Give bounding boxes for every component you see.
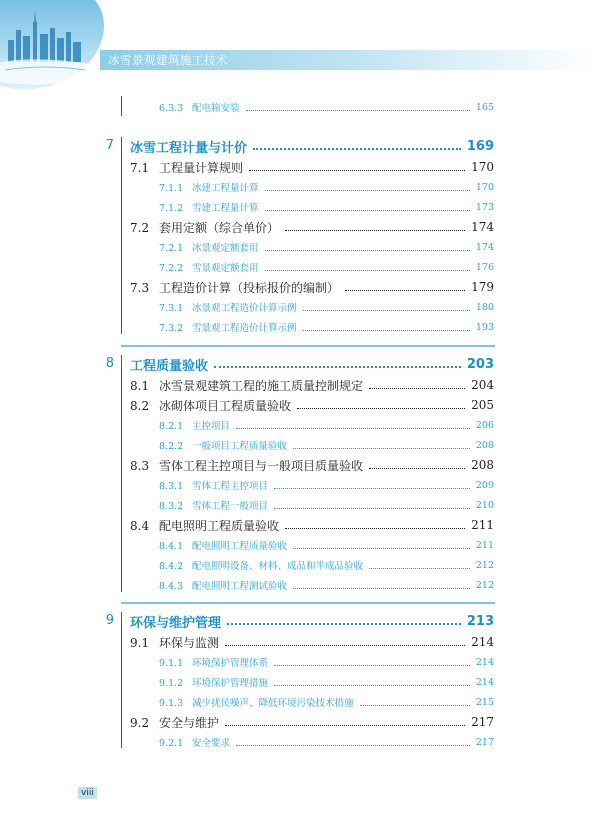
dot-leader [214, 366, 461, 368]
toc-entry-title [130, 714, 219, 731]
toc-subsection[interactable] [130, 653, 494, 671]
toc-entry-text: 环保与维护管理 [130, 615, 222, 631]
dot-leader [293, 588, 470, 589]
toc-entry-page: 174 [471, 220, 494, 234]
toc-subsection[interactable] [130, 298, 494, 316]
toc-entry-number: 8.3.2 [159, 501, 184, 512]
toc-subsection[interactable] [130, 536, 494, 554]
dot-leader [285, 528, 465, 529]
dot-leader [274, 665, 470, 666]
toc-entry-title [130, 260, 259, 274]
dot-leader [265, 270, 470, 271]
toc-chapter[interactable] [130, 612, 494, 630]
toc-entry-number: 6.3.3 [159, 103, 184, 114]
toc-entry-text: 雪体工程一般项目 [192, 501, 269, 512]
dot-leader [236, 428, 470, 429]
toc-entry-title [130, 612, 221, 631]
toc-entry-text: 配电照明工程测试验收 [192, 581, 288, 592]
toc-entry-title [130, 180, 259, 194]
chapter-rule [121, 355, 122, 592]
toc-entry-number: 7.1.2 [159, 203, 184, 214]
toc-entry-page: 174 [475, 241, 494, 253]
toc-subsection[interactable] [130, 496, 494, 514]
toc-entry-text: 冰砌体项目工程质量验收 [159, 398, 292, 413]
toc-entry-title [130, 159, 243, 176]
chapter-number: 7 [105, 138, 114, 153]
toc-entry-number: 9.1.1 [159, 658, 184, 669]
dot-leader [369, 468, 465, 469]
toc-entry-title [130, 377, 363, 394]
toc-entry-page: 217 [475, 736, 494, 748]
toc-subsection[interactable] [130, 693, 494, 711]
toc-entry-number: 7.2.1 [159, 243, 184, 254]
toc-subsection[interactable] [130, 476, 494, 494]
toc-entry-page: 214 [475, 656, 494, 668]
toc-entry-page: 209 [475, 479, 494, 491]
toc-entry-number: 7.3.1 [159, 303, 184, 314]
toc-entry-number: 7.1 [130, 160, 150, 175]
toc-entry-title [130, 300, 297, 314]
toc-entry-text: 一般项目工程质量验收 [192, 441, 288, 452]
toc-section[interactable] [130, 376, 494, 394]
toc-entry-page: 173 [475, 201, 494, 213]
toc-entry-title [130, 240, 259, 254]
toc-entry-page: 213 [466, 613, 494, 629]
toc-entry-text: 安全与维护 [159, 715, 220, 730]
toc-entry-text: 配电箱安装 [192, 103, 240, 114]
toc-subsection[interactable] [130, 258, 494, 276]
toc-subsection[interactable] [130, 318, 494, 336]
toc-entry-title [130, 397, 291, 414]
city-skyline-illustration [0, 0, 130, 90]
toc-entry-text: 工程造价计算（投标报价的编制） [159, 280, 340, 295]
dot-leader [265, 210, 470, 211]
toc-entry-number: 8.2.2 [159, 441, 184, 452]
toc-entry-text: 环保与监测 [159, 635, 220, 650]
toc-entry-title [130, 634, 219, 651]
toc-chapter[interactable] [130, 355, 494, 373]
chapter-separator [121, 345, 495, 347]
toc-entry-title [130, 695, 354, 709]
toc-entry-text: 安全要求 [192, 738, 231, 749]
toc-section[interactable] [130, 633, 494, 651]
toc-entry-page: 208 [471, 458, 494, 472]
toc-entry-page: 215 [475, 696, 494, 708]
chapter-rule [121, 137, 122, 334]
toc-entry-title [130, 578, 287, 592]
toc-entry-number: 9.2.1 [159, 738, 184, 749]
dot-leader [360, 705, 470, 706]
book-title: 冰雪景观建筑施工技术 [108, 53, 228, 67]
toc-entry-page: 203 [466, 356, 494, 372]
toc-entry-number: 7.2 [130, 220, 150, 235]
toc-entry-page: 211 [475, 539, 494, 551]
toc-entry-page: 204 [471, 378, 494, 392]
toc-entry-title [130, 355, 208, 374]
toc-entry-number: 7.1.1 [159, 183, 184, 194]
toc-entry-page: 211 [471, 518, 494, 532]
toc-entry-page: 212 [475, 559, 494, 571]
toc-entry-title [130, 418, 230, 432]
toc-entry-page: 170 [475, 181, 494, 193]
toc-entry-text: 主控项目 [192, 421, 231, 432]
dot-leader [274, 685, 470, 686]
toc-section[interactable] [130, 218, 494, 236]
dot-leader [293, 448, 470, 449]
dot-leader [265, 250, 470, 251]
chapter-separator [121, 602, 495, 604]
toc-entry-page: 212 [475, 579, 494, 591]
toc-entry-title [130, 438, 287, 452]
chapter-rule [121, 612, 122, 748]
dot-leader [236, 745, 470, 746]
dot-leader [274, 508, 470, 509]
toc-entry-text: 雪体工程主控项目与一般项目质量验收 [159, 458, 364, 473]
toc-entry-page: 193 [475, 321, 494, 333]
toc-entry-page: 169 [466, 138, 494, 154]
dot-leader [297, 408, 465, 409]
dot-leader [369, 388, 465, 389]
toc-entry-number: 8.2.1 [159, 421, 184, 432]
dot-leader [369, 568, 470, 569]
dot-leader [274, 488, 470, 489]
toc-subsection[interactable] [130, 673, 494, 691]
toc-entry-number: 8.3 [130, 458, 150, 473]
toc-entry-title [130, 100, 240, 114]
toc-subsection[interactable] [130, 436, 494, 454]
toc-entry-page: 165 [475, 101, 494, 113]
toc-entry-number: 8.3.1 [159, 481, 184, 492]
toc-entry-number: 8.4 [130, 518, 150, 533]
toc-entry-page: 217 [471, 715, 494, 729]
dot-leader [246, 110, 470, 111]
toc-entry-text: 环境保护管理体系 [192, 658, 269, 669]
page-number: viii [78, 787, 97, 799]
toc-entry-text: 工程质量验收 [130, 358, 209, 374]
toc-subsection[interactable] [130, 576, 494, 594]
toc-section[interactable] [130, 158, 494, 176]
toc-entry-page: 206 [475, 419, 494, 431]
toc-entry-text: 冰雪景观建筑工程的施工质量控制规定 [159, 378, 364, 393]
dot-leader [227, 623, 461, 625]
toc-entry-page: 210 [475, 499, 494, 511]
chapter-rule [121, 96, 122, 116]
toc-entry-text: 环境保护管理措施 [192, 678, 269, 689]
toc-section[interactable] [130, 456, 494, 474]
toc-chapter[interactable] [130, 137, 494, 155]
toc-entry-title [130, 200, 259, 214]
toc-entry-text: 配电照明工程质量验收 [192, 541, 288, 552]
toc-entry-text: 配电照明设备、材料、成品和半成品验收 [192, 561, 364, 572]
dot-leader [253, 148, 461, 150]
toc-subsection[interactable] [130, 178, 494, 196]
toc-entry-number: 7.3.2 [159, 323, 184, 334]
toc-entry-text: 雪景观定额套用 [192, 263, 259, 274]
dot-leader [303, 310, 470, 311]
toc-entry-page: 170 [471, 160, 494, 174]
toc-entry-title [130, 457, 363, 474]
toc-entry-title [130, 219, 279, 236]
toc-subsection[interactable] [130, 556, 494, 574]
toc-entry-text: 冰雪工程计量与计价 [130, 140, 248, 156]
toc-entry-number: 8.4.1 [159, 541, 184, 552]
toc-entry-text: 雪景观工程造价计算示例 [192, 323, 297, 334]
toc-entry-text: 冰景观定额套用 [192, 243, 259, 254]
dot-leader [345, 290, 465, 291]
toc-section[interactable] [130, 278, 494, 296]
toc-entry-title [130, 735, 230, 749]
toc-entry-number: 9.1.3 [159, 698, 184, 709]
toc-entry-title [130, 279, 339, 296]
toc-entry-title [130, 478, 268, 492]
toc-entry-page: 179 [471, 280, 494, 294]
toc-entry-title [130, 655, 268, 669]
toc-section[interactable] [130, 713, 494, 731]
toc-entry-number: 9.1 [130, 635, 150, 650]
toc-entry-title [130, 538, 287, 552]
toc-section[interactable] [130, 516, 494, 534]
dot-leader [249, 170, 465, 171]
toc-entry-page: 214 [471, 635, 494, 649]
toc-entry-title [130, 498, 268, 512]
toc-section[interactable] [130, 396, 494, 414]
toc-entry-title [130, 558, 363, 572]
dot-leader [265, 190, 470, 191]
toc-entry-number: 7.2.2 [159, 263, 184, 274]
chapter-number: 8 [105, 356, 114, 371]
toc-entry-text: 雪体工程主控项目 [192, 481, 269, 492]
toc-entry-title [130, 137, 247, 156]
toc-entry-number: 7.3 [130, 280, 150, 295]
toc-subsection[interactable] [130, 98, 494, 116]
page-header [0, 0, 596, 90]
toc-entry-text: 工程量计算规则 [159, 160, 244, 175]
toc-entry-text: 冰建工程量计算 [192, 183, 259, 194]
toc-entry-number: 8.2 [130, 398, 150, 413]
chapter-number: 9 [105, 613, 114, 628]
toc-entry-number: 9.1.2 [159, 678, 184, 689]
toc-entry-text: 冰景观工程造价计算示例 [192, 303, 297, 314]
toc-entry-text: 套用定额（综合单价） [159, 220, 280, 235]
toc-subsection[interactable] [130, 238, 494, 256]
toc-entry-page: 176 [475, 261, 494, 273]
toc-entry-page: 214 [475, 676, 494, 688]
toc-entry-title [130, 320, 297, 334]
toc-entry-text: 雪建工程量计算 [192, 203, 259, 214]
dot-leader [285, 230, 465, 231]
toc-entry-page: 180 [475, 301, 494, 313]
dot-leader [303, 330, 470, 331]
toc-entry-number: 8.4.2 [159, 561, 184, 572]
dot-leader [225, 645, 465, 646]
toc-entry-number: 9.2 [130, 715, 150, 730]
toc-subsection[interactable] [130, 733, 494, 751]
toc-entry-title [130, 517, 279, 534]
toc-entry-number: 8.1 [130, 378, 150, 393]
dot-leader [293, 548, 470, 549]
toc-entry-page: 208 [475, 439, 494, 451]
toc-entry-text: 配电照明工程质量验收 [159, 518, 280, 533]
toc-entry-page: 205 [471, 398, 494, 412]
toc-subsection[interactable] [130, 416, 494, 434]
toc-entry-text: 减少扰民噪声、降低环境污染技术措施 [192, 698, 354, 709]
toc-entry-title [130, 675, 268, 689]
toc-entry-number: 8.4.3 [159, 581, 184, 592]
dot-leader [225, 725, 465, 726]
toc-subsection[interactable] [130, 198, 494, 216]
